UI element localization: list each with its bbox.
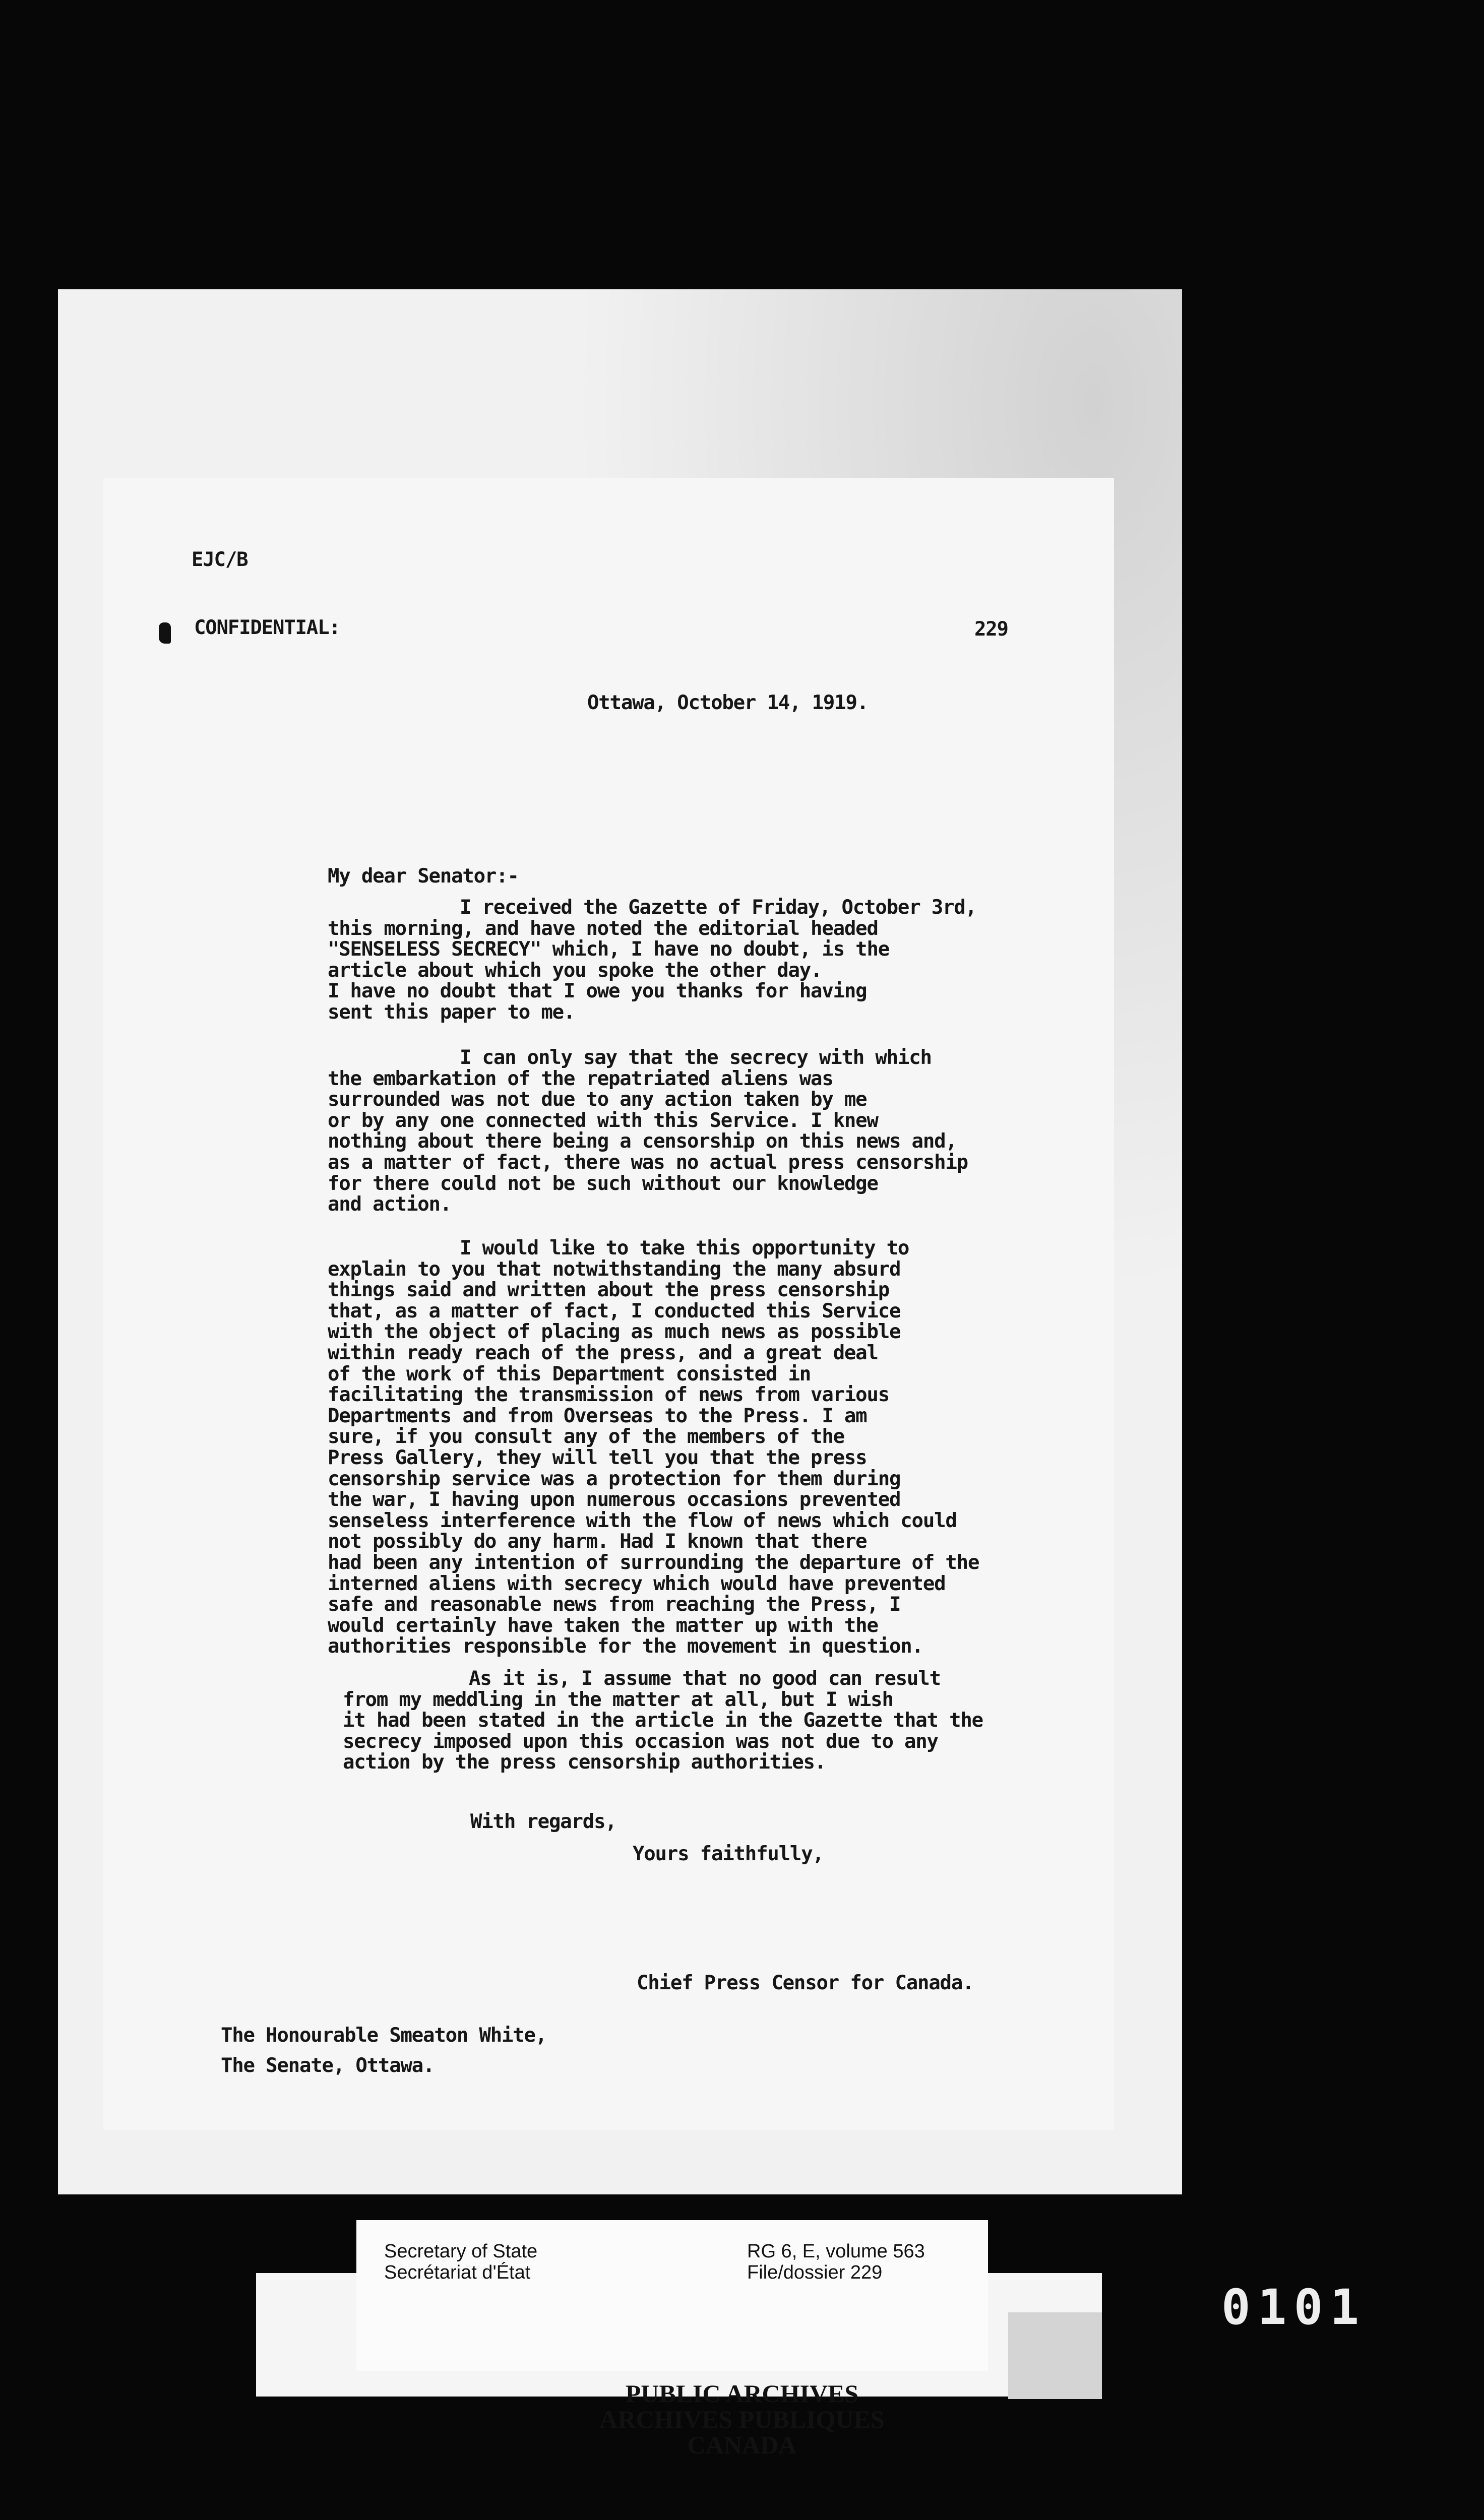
paragraph-line: Press Gallery, they will tell you that the press <box>328 1446 867 1469</box>
punch-mark <box>159 622 171 644</box>
dateline: Ottawa, October 14, 1919. <box>587 691 868 714</box>
paragraph-line: had been any intention of surrounding the departure of the <box>328 1551 979 1574</box>
paragraph-line: with the object of placing as much news as possible <box>328 1320 901 1344</box>
archive-label-card <box>356 2220 988 2371</box>
paragraph-1 <box>328 897 976 1023</box>
salutation: My dear Senator:- <box>328 865 519 888</box>
paragraph-line: interned aliens with secrecy which would have prevented <box>328 1572 946 1595</box>
paragraph-line: that, as a matter of fact, I conducted this Service <box>328 1299 901 1322</box>
paragraph-line: "SENSELESS SECRECY" which, I have no doubt, is the <box>328 938 889 961</box>
paragraph-line: this morning, and have noted the editorial headed <box>328 917 878 940</box>
paragraph-line: the war, I having upon numerous occasions prevented <box>328 1488 901 1511</box>
paragraph-line: nothing about there being a censorship on this news and, <box>328 1130 957 1153</box>
paragraph-line: safe and reasonable news from reaching the Press, I <box>328 1593 901 1616</box>
frame-counter: 0101 <box>1221 2279 1367 2336</box>
paragraph-line: not possibly do any harm. Had I known that there <box>328 1530 867 1553</box>
paragraph-line: for there could not be such without our knowledge <box>328 1172 878 1195</box>
paragraph-line: within ready reach of the press, and a great deal <box>328 1341 878 1364</box>
paragraph-line: authorities responsible for the movement in question. <box>328 1635 923 1658</box>
paragraph-line: As it is, I assume that no good can result <box>469 1667 941 1690</box>
paragraph-line: I received the Gazette of Friday, October 3rd, <box>460 896 976 919</box>
paragraph-line: it had been stated in the article in the Gazette that the <box>343 1709 983 1732</box>
paragraph-line: facilitating the transmission of news from various <box>328 1383 889 1407</box>
paragraph-line: I would like to take this opportunity to <box>460 1237 909 1259</box>
paragraph-3 <box>328 1238 979 1657</box>
reference-initials: EJC/B <box>192 548 248 571</box>
paragraph-2 <box>328 1047 968 1215</box>
paragraph-line: or by any one connected with this Service. I knew <box>328 1109 878 1132</box>
paragraph-4 <box>343 1668 983 1773</box>
paragraph-line: and action. <box>328 1193 452 1216</box>
signature-title: Chief Press Censor for Canada. <box>637 1972 974 1994</box>
paragraph-line: explain to you that notwithstanding the many absurd <box>328 1257 901 1281</box>
department-en: Secretary of State <box>384 2241 538 2262</box>
paragraph-line: things said and written about the press censorship <box>328 1279 889 1302</box>
paragraph-line: as a matter of fact, there was no actual press censorship <box>328 1151 968 1174</box>
paragraph-line: censorship service was a protection for them during <box>328 1467 901 1490</box>
department-fr: Secrétariat d'État <box>384 2262 531 2283</box>
paragraph-line: Departments and from Overseas to the Press. I am <box>328 1404 867 1427</box>
record-group: RG 6, E, volume 563 <box>747 2241 925 2262</box>
paragraph-line: sent this paper to me. <box>328 1000 575 1024</box>
file-number: File/dossier 229 <box>747 2262 883 2283</box>
archives-name-fr: ARCHIVES PUBLIQUES <box>599 2405 885 2433</box>
paragraph-line: would certainly have taken the matter up with the <box>328 1614 878 1637</box>
letter-page <box>103 478 1114 2130</box>
paragraph-line: secrecy imposed upon this occasion was not due to any <box>343 1730 938 1753</box>
archives-name-en: PUBLIC ARCHIVES <box>625 2379 859 2408</box>
paragraph-line: article about which you spoke the other day. <box>328 959 822 982</box>
paragraph-line: surrounded was not due to any action taken by me <box>328 1088 867 1111</box>
paragraph-line: senseless interference with the flow of news which could <box>328 1509 957 1532</box>
archives-stamp <box>0 2381 1484 2458</box>
closing-regards: With regards, <box>470 1810 616 1833</box>
archives-country: CANADA <box>687 2431 797 2459</box>
paragraph-line: I can only say that the secrecy with which <box>460 1046 932 1069</box>
paragraph-line: of the work of this Department consisted in <box>328 1362 811 1385</box>
closing: Yours faithfully, <box>633 1843 824 1865</box>
classification-label: CONFIDENTIAL: <box>194 616 340 639</box>
paragraph-line: I have no doubt that I owe you thanks for having <box>328 980 867 1003</box>
paragraph-line: sure, if you consult any of the members of the <box>328 1425 844 1448</box>
paragraph-line: from my meddling in the matter at all, but I wish <box>343 1688 893 1711</box>
recipient-address: The Senate, Ottawa. <box>221 2054 435 2077</box>
paragraph-line: action by the press censorship authorities. <box>343 1751 826 1774</box>
recipient-name: The Honourable Smeaton White, <box>221 2024 547 2047</box>
page-number: 229 <box>974 618 1008 641</box>
paragraph-line: the embarkation of the repatriated aliens was <box>328 1067 833 1090</box>
